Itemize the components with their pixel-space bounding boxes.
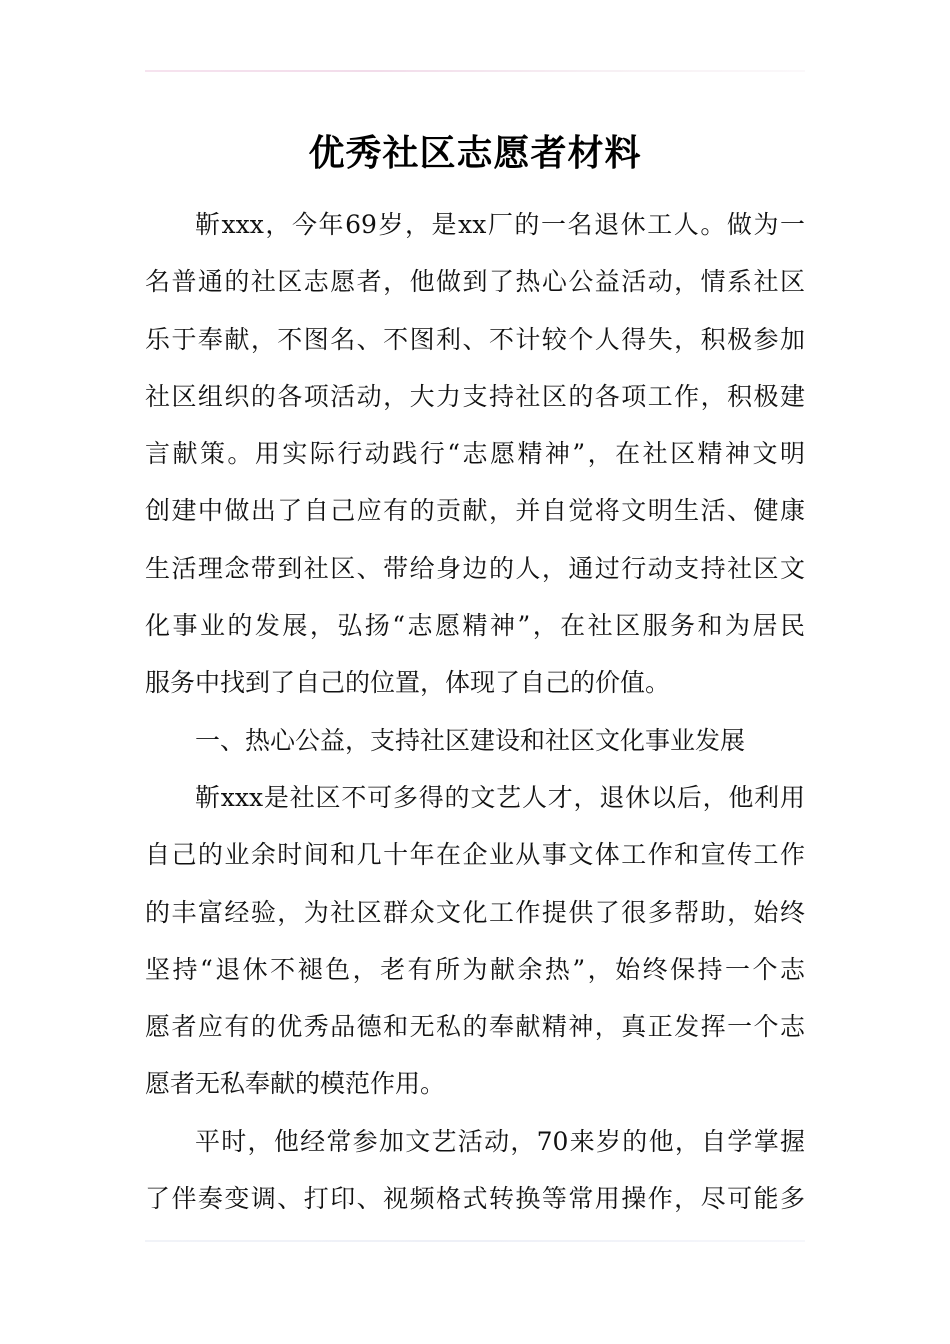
body-line: 社区组织的各项活动，大力支持社区的各项工作，积极建 [145,381,805,411]
body-line: 名普通的社区志愿者，他做到了热心公益活动，情系社区 [145,267,805,297]
body-line: 生活理念带到社区、带给身边的人，通过行动支持社区文 [145,553,805,583]
body-line: 愿者无私奉献的模范作用。 [145,1069,446,1099]
body-line: 乐于奉献，不图名、不图利、不计较个人得失，积极参加 [145,324,805,354]
body-line: 靳xxx是社区不可多得的文艺人才，退休以后，他利用 [195,782,805,812]
body-line: 服务中找到了自己的位置，体现了自己的价值。 [145,668,671,698]
footer-rule [145,1240,805,1242]
body-line: 了伴奏变调、打印、视频格式转换等常用操作，尽可能多 [145,1184,805,1214]
body-line: 化事业的发展，弘扬“志愿精神”，在社区服务和为居民 [145,611,805,641]
document-title: 优秀社区志愿者材料 [308,133,642,174]
body-line: 愿者应有的优秀品德和无私的奉献精神，真正发挥一个志 [145,1012,805,1042]
document-body [145,196,805,1227]
header-rule [145,70,805,72]
body-line: 言献策。用实际行动践行“志愿精神”，在社区精神文明 [145,439,805,469]
body-line: 自己的业余时间和几十年在企业从事文体工作和宣传工作 [145,840,805,870]
body-line: 创建中做出了自己应有的贡献，并自觉将文明生活、健康 [145,496,805,526]
section-heading: 一、热心公益，支持社区建设和社区文化事业发展 [195,725,746,755]
body-line: 坚持“退休不褪色，老有所为献余热”，始终保持一个志 [145,954,805,984]
body-line: 平时，他经常参加文艺活动，70来岁的他，自学掌握 [195,1126,805,1156]
body-line: 靳xxx，今年69岁，是xx厂的一名退休工人。做为一 [195,210,805,239]
body-line: 的丰富经验，为社区群众文化工作提供了很多帮助，始终 [145,897,805,927]
